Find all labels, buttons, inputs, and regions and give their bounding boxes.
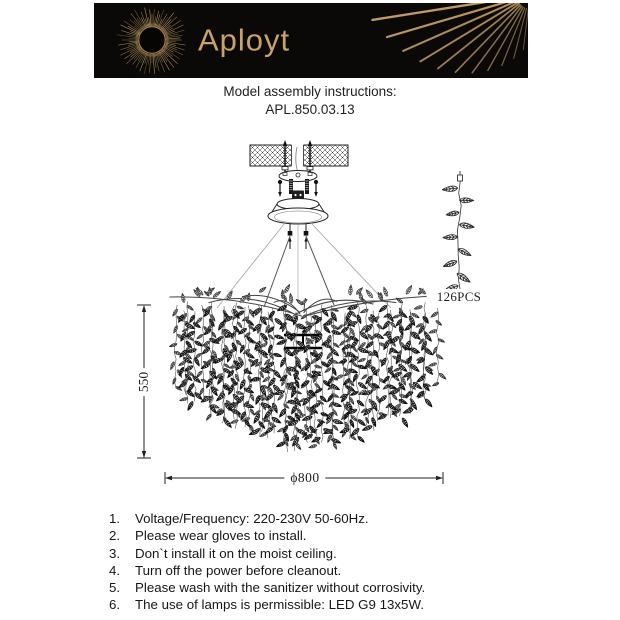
- diameter-dimension-label: ϕ800: [284, 470, 325, 486]
- instruction-text: Please wear gloves to install.: [135, 528, 307, 544]
- starburst-logo-icon: [106, 3, 198, 78]
- title-block: [0, 83, 620, 119]
- instruction-item: [109, 511, 579, 528]
- instruction-item: [109, 580, 579, 597]
- instruction-text: Voltage/Frequency: 220-230V 50-60Hz.: [135, 511, 369, 526]
- instruction-number: 2.: [109, 528, 121, 544]
- instructions-list: [109, 511, 579, 615]
- instruction-text: The use of lamps is permissible: LED G9 13x5W.: [135, 597, 424, 613]
- instruction-item: [109, 546, 579, 563]
- corner-rays-icon: [268, 3, 528, 78]
- instruction-text: Don`t install it on the moist ceiling.: [135, 545, 337, 561]
- instruction-text: Please wash with the sanitizer without corrosivity.: [135, 580, 426, 596]
- brand-name: Aployt: [198, 21, 291, 57]
- height-dimension-label: 550: [136, 368, 152, 396]
- assembly-diagram: [0, 135, 620, 510]
- leaf-count-label: 126PCS: [436, 289, 482, 304]
- page-title: Model assembly instructions:: [223, 84, 397, 99]
- instruction-text: Turn off the power before cleanout.: [135, 562, 342, 578]
- instruction-item: [109, 597, 579, 614]
- instruction-number: 5.: [109, 580, 121, 596]
- chandelier-drawing: [0, 135, 620, 510]
- instruction-number: 6.: [109, 597, 121, 613]
- instruction-item: [109, 528, 579, 545]
- brand-banner: [94, 3, 528, 78]
- instruction-item: [109, 563, 579, 580]
- instruction-number: 3.: [109, 545, 121, 561]
- model-number: APL.850.03.13: [265, 102, 355, 117]
- instruction-number: 1.: [109, 511, 121, 526]
- instruction-number: 4.: [109, 562, 121, 578]
